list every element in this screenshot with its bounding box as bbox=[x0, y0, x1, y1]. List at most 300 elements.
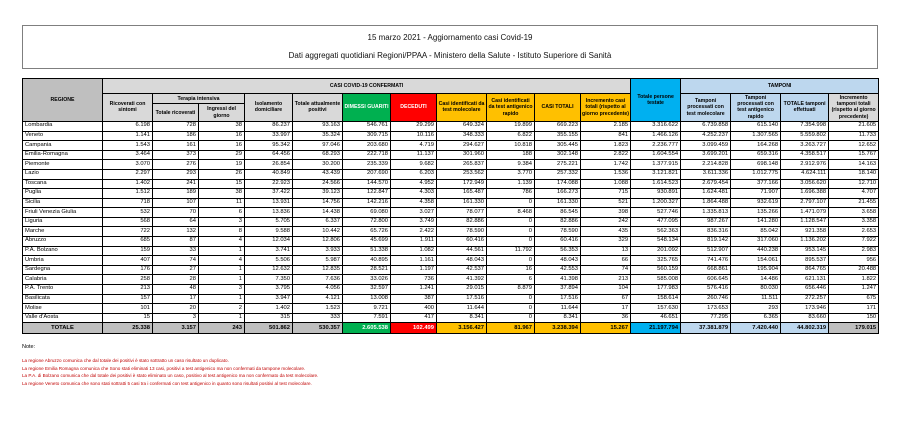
value-cell: 83.660 bbox=[781, 313, 829, 323]
value-cell: 21.197.794 bbox=[631, 323, 681, 334]
value-cell: 6 bbox=[199, 208, 245, 218]
value-cell: 72.800 bbox=[343, 217, 391, 227]
col-header-casi-molecolare: Casi identificati da test molecolare bbox=[437, 94, 487, 122]
value-cell: 4.707 bbox=[829, 189, 879, 199]
value-cell: 258 bbox=[103, 275, 153, 285]
col-header-deceduti: DECEDUTI bbox=[391, 94, 437, 122]
region-name-cell: Puglia bbox=[23, 189, 103, 199]
value-cell: 6.337 bbox=[293, 217, 343, 227]
value-cell: 2.214.828 bbox=[681, 160, 731, 170]
value-cell: 0 bbox=[487, 294, 535, 304]
value-cell: 1 bbox=[199, 246, 245, 256]
value-cell: 161.330 bbox=[535, 198, 581, 208]
value-cell: 12.632 bbox=[245, 265, 293, 275]
value-cell: 2.822 bbox=[581, 150, 631, 160]
value-cell: 44.561 bbox=[437, 246, 487, 256]
col-header-casi-antigenico: Casi identificati da test antigenico rapido bbox=[487, 94, 535, 122]
value-cell: 741.476 bbox=[681, 256, 731, 266]
value-cell: 20.488 bbox=[829, 265, 879, 275]
value-cell: 317.060 bbox=[731, 237, 781, 247]
value-cell: 8.468 bbox=[487, 208, 535, 218]
value-cell: 186 bbox=[153, 131, 199, 141]
value-cell: 64 bbox=[153, 217, 199, 227]
value-cell: 1.377.915 bbox=[631, 160, 681, 170]
col-header-isolamento: Isolamento domiciliare bbox=[245, 94, 293, 122]
value-cell: 4.358 bbox=[391, 198, 437, 208]
value-cell: 15 bbox=[199, 179, 245, 189]
value-cell: 101 bbox=[103, 304, 153, 314]
region-name-cell: Basilicata bbox=[23, 294, 103, 304]
table-row bbox=[23, 169, 879, 179]
col-header-incremento-tamponi: Incremento tamponi totali (rispetto al giorno precedente) bbox=[829, 94, 879, 122]
value-cell: 81.967 bbox=[487, 323, 535, 334]
value-cell: 102.499 bbox=[391, 323, 437, 334]
value-cell: 3.027 bbox=[391, 208, 437, 218]
value-cell: 3.741 bbox=[245, 246, 293, 256]
value-cell: 12.652 bbox=[829, 141, 879, 151]
value-cell: 1.822 bbox=[829, 275, 879, 285]
value-cell: 3.070 bbox=[103, 160, 153, 170]
table-row bbox=[23, 189, 879, 199]
value-cell: 3.464 bbox=[103, 150, 153, 160]
value-cell: 48.043 bbox=[437, 256, 487, 266]
value-cell: 68.293 bbox=[293, 150, 343, 160]
value-cell: 38 bbox=[199, 189, 245, 199]
value-cell: 69.080 bbox=[343, 208, 391, 218]
value-cell: 841 bbox=[581, 131, 631, 141]
value-cell: 29 bbox=[199, 150, 245, 160]
value-cell: 9.682 bbox=[391, 160, 437, 170]
value-cell: 1.136.202 bbox=[781, 237, 829, 247]
value-cell: 154.061 bbox=[731, 256, 781, 266]
value-cell: 1.082 bbox=[391, 246, 437, 256]
value-cell: 348.333 bbox=[437, 131, 487, 141]
value-cell: 606.645 bbox=[681, 275, 731, 285]
table-header bbox=[23, 79, 879, 122]
value-cell: 37.422 bbox=[245, 189, 293, 199]
value-cell: 87 bbox=[153, 237, 199, 247]
value-cell: 3.121.821 bbox=[631, 169, 681, 179]
value-cell: 3.156.427 bbox=[437, 323, 487, 334]
value-cell: 14.438 bbox=[293, 208, 343, 218]
region-name-cell: Lazio bbox=[23, 169, 103, 179]
value-cell: 19.899 bbox=[487, 121, 535, 131]
value-cell: 1.864.488 bbox=[681, 198, 731, 208]
value-cell: 60.416 bbox=[535, 237, 581, 247]
value-cell: 18.140 bbox=[829, 169, 879, 179]
value-cell: 179.015 bbox=[829, 323, 879, 334]
value-cell: 157 bbox=[103, 294, 153, 304]
value-cell: 895.537 bbox=[781, 256, 829, 266]
value-cell: 132 bbox=[153, 227, 199, 237]
value-cell: 1 bbox=[199, 294, 245, 304]
value-cell: 373 bbox=[153, 150, 199, 160]
col-header-ricoverati: Ricoverati con sintomi bbox=[103, 94, 153, 122]
value-cell: 1.241 bbox=[391, 285, 437, 295]
value-cell: 6 bbox=[487, 275, 535, 285]
value-cell: 157.630 bbox=[631, 304, 681, 314]
value-cell: 656.446 bbox=[781, 285, 829, 295]
value-cell: 1.742 bbox=[581, 160, 631, 170]
value-cell: 41.392 bbox=[437, 275, 487, 285]
value-cell: 1.088 bbox=[581, 179, 631, 189]
value-cell: 25.338 bbox=[103, 323, 153, 334]
value-cell: 15.267 bbox=[581, 323, 631, 334]
notes-section bbox=[22, 344, 862, 387]
table-row bbox=[23, 313, 879, 323]
value-cell: 4.358.517 bbox=[781, 150, 829, 160]
value-cell: 67 bbox=[581, 294, 631, 304]
value-cell: 1.523 bbox=[293, 304, 343, 314]
value-cell: 11.644 bbox=[535, 304, 581, 314]
value-cell: 11.137 bbox=[391, 150, 437, 160]
value-cell: 172.949 bbox=[437, 179, 487, 189]
value-cell: 6.739.858 bbox=[681, 121, 731, 131]
value-cell: 144.570 bbox=[343, 179, 391, 189]
region-name-cell: Umbria bbox=[23, 256, 103, 266]
value-cell: 1.512 bbox=[103, 189, 153, 199]
value-cell: 2.236.777 bbox=[631, 141, 681, 151]
value-cell: 1 bbox=[199, 265, 245, 275]
value-cell: 4.303 bbox=[391, 189, 437, 199]
value-cell: 615.140 bbox=[731, 121, 781, 131]
value-cell: 1.543 bbox=[103, 141, 153, 151]
value-cell: 13.836 bbox=[245, 208, 293, 218]
value-cell: 0 bbox=[487, 237, 535, 247]
value-cell: 40.849 bbox=[245, 169, 293, 179]
table-row bbox=[23, 294, 879, 304]
value-cell: 82.886 bbox=[535, 217, 581, 227]
value-cell: 135.266 bbox=[731, 208, 781, 218]
value-cell: 819.142 bbox=[681, 237, 731, 247]
table-row bbox=[23, 131, 879, 141]
value-cell: 201.092 bbox=[631, 246, 681, 256]
value-cell: 235.339 bbox=[343, 160, 391, 170]
value-cell: 30.200 bbox=[293, 160, 343, 170]
value-cell: 48.043 bbox=[535, 256, 581, 266]
value-cell: 275.221 bbox=[535, 160, 581, 170]
value-cell: 0 bbox=[487, 227, 535, 237]
value-cell: 42.553 bbox=[535, 265, 581, 275]
value-cell: 32.597 bbox=[343, 285, 391, 295]
col-header-dimessi-guariti: DIMESSI GUARITI bbox=[343, 94, 391, 122]
value-cell: 188 bbox=[487, 150, 535, 160]
value-cell: 78.590 bbox=[437, 227, 487, 237]
value-cell: 293 bbox=[731, 304, 781, 314]
band-tamponi: TAMPONI bbox=[681, 79, 879, 94]
value-cell: 3 bbox=[153, 313, 199, 323]
value-cell: 66 bbox=[581, 256, 631, 266]
region-name-cell: P.A. Bolzano bbox=[23, 246, 103, 256]
region-name-cell: Emilia-Romagna bbox=[23, 150, 103, 160]
value-cell: 953.145 bbox=[781, 246, 829, 256]
value-cell: 864.765 bbox=[781, 265, 829, 275]
value-cell: 78.590 bbox=[535, 227, 581, 237]
value-cell: 43.439 bbox=[293, 169, 343, 179]
value-cell: 956 bbox=[829, 256, 879, 266]
value-cell: 527.746 bbox=[631, 208, 681, 218]
region-name-cell: Veneto bbox=[23, 131, 103, 141]
value-cell: 293 bbox=[153, 169, 199, 179]
value-cell: 4.719 bbox=[391, 141, 437, 151]
value-cell: 9.384 bbox=[487, 160, 535, 170]
value-cell: 387 bbox=[391, 294, 437, 304]
value-cell: 165.487 bbox=[437, 189, 487, 199]
report-subtitle: Dati aggregati quotidiani Regioni/PPAA - Ministero della Salute - Istituto Superiore di Sanità bbox=[288, 51, 612, 60]
value-cell: 5.987 bbox=[293, 256, 343, 266]
value-cell: 11.792 bbox=[487, 246, 535, 256]
value-cell: 11.733 bbox=[829, 131, 879, 141]
value-cell: 7.591 bbox=[343, 313, 391, 323]
value-cell: 95.342 bbox=[245, 141, 293, 151]
table-row bbox=[23, 285, 879, 295]
value-cell: 42.537 bbox=[437, 265, 487, 275]
table-row bbox=[23, 304, 879, 314]
value-cell: 122.847 bbox=[343, 189, 391, 199]
col-header-ti-totale: Totale ricoverati bbox=[153, 104, 199, 122]
value-cell: 74 bbox=[581, 265, 631, 275]
col-header-regione: REGIONE bbox=[23, 79, 103, 122]
value-cell: 7.636 bbox=[293, 275, 343, 285]
value-cell: 3.699.201 bbox=[681, 150, 731, 160]
value-cell: 41.398 bbox=[535, 275, 581, 285]
value-cell: 0 bbox=[487, 198, 535, 208]
col-header-attualmente-positivi: Totale attualmente positivi bbox=[293, 94, 343, 122]
value-cell: 7.350 bbox=[245, 275, 293, 285]
value-cell: 29.299 bbox=[391, 121, 437, 131]
value-cell: 15.767 bbox=[829, 150, 879, 160]
value-cell: 562.363 bbox=[631, 227, 681, 237]
value-cell: 189 bbox=[153, 189, 199, 199]
value-cell: 698.148 bbox=[731, 160, 781, 170]
value-cell: 301.960 bbox=[437, 150, 487, 160]
value-cell: 1.614.523 bbox=[631, 179, 681, 189]
value-cell: 3 bbox=[199, 285, 245, 295]
value-cell: 8.341 bbox=[437, 313, 487, 323]
band-terapia-intensiva: Terapia intensiva bbox=[153, 94, 245, 104]
value-cell: 272.257 bbox=[781, 294, 829, 304]
value-cell: 21.605 bbox=[829, 121, 879, 131]
note-line: La P.A. di Bolzano comunica che dal totale dei positivi è stato eliminato un caso, positivo al test antigenico ma non confermato da test molecolare. bbox=[22, 373, 319, 379]
value-cell: 142.216 bbox=[343, 198, 391, 208]
region-name-cell: Calabria bbox=[23, 275, 103, 285]
region-name-cell: P.A. Trento bbox=[23, 285, 103, 295]
table-row bbox=[23, 217, 879, 227]
value-cell: 1.161 bbox=[391, 256, 437, 266]
value-cell: 0 bbox=[487, 313, 535, 323]
value-cell: 2.605.538 bbox=[343, 323, 391, 334]
value-cell: 2 bbox=[199, 304, 245, 314]
value-cell: 213 bbox=[581, 275, 631, 285]
value-cell: 302.148 bbox=[535, 150, 581, 160]
value-cell: 85.042 bbox=[731, 227, 781, 237]
value-cell: 260.746 bbox=[681, 294, 731, 304]
region-name-cell: Abruzzo bbox=[23, 237, 103, 247]
value-cell: 669.223 bbox=[535, 121, 581, 131]
value-cell: 400 bbox=[391, 304, 437, 314]
value-cell: 4.121 bbox=[293, 294, 343, 304]
value-cell: 3.749 bbox=[391, 217, 437, 227]
value-cell: 243 bbox=[199, 323, 245, 334]
value-cell: 159 bbox=[103, 246, 153, 256]
value-cell: 70 bbox=[153, 208, 199, 218]
value-cell: 2.797.107 bbox=[781, 198, 829, 208]
value-cell: 560.159 bbox=[631, 265, 681, 275]
value-cell: 3.358 bbox=[829, 217, 879, 227]
value-cell: 6.198 bbox=[103, 121, 153, 131]
value-cell: 1.911 bbox=[391, 237, 437, 247]
value-cell: 33 bbox=[153, 246, 199, 256]
value-cell: 6.203 bbox=[391, 169, 437, 179]
value-cell: 10.818 bbox=[487, 141, 535, 151]
value-cell: 14.756 bbox=[293, 198, 343, 208]
value-cell: 668.861 bbox=[681, 265, 731, 275]
value-cell: 17 bbox=[581, 304, 631, 314]
value-cell: 37.894 bbox=[535, 285, 581, 295]
value-cell: 5.559.802 bbox=[781, 131, 829, 141]
value-cell: 5.506 bbox=[245, 256, 293, 266]
table-row bbox=[23, 256, 879, 266]
value-cell: 305.445 bbox=[535, 141, 581, 151]
value-cell: 4 bbox=[199, 256, 245, 266]
value-cell: 1.012.775 bbox=[731, 169, 781, 179]
value-cell: 1.307.565 bbox=[731, 131, 781, 141]
value-cell: 3.238.394 bbox=[535, 323, 581, 334]
value-cell: 276 bbox=[153, 160, 199, 170]
value-cell: 355.155 bbox=[535, 131, 581, 141]
value-cell: 60.416 bbox=[437, 237, 487, 247]
value-cell: 14.163 bbox=[829, 160, 879, 170]
value-cell: 407 bbox=[103, 256, 153, 266]
col-header-ti-ingressi: Ingressi del giorno bbox=[199, 104, 245, 122]
value-cell: 576.416 bbox=[681, 285, 731, 295]
value-cell: 12.034 bbox=[245, 237, 293, 247]
value-cell: 649.324 bbox=[437, 121, 487, 131]
value-cell: 621.131 bbox=[781, 275, 829, 285]
value-cell: 3.795 bbox=[245, 285, 293, 295]
table-row bbox=[23, 275, 879, 285]
value-cell: 675 bbox=[829, 294, 879, 304]
value-cell: 3 bbox=[199, 217, 245, 227]
value-cell: 6.822 bbox=[487, 131, 535, 141]
value-cell: 33.026 bbox=[343, 275, 391, 285]
value-cell: 22.923 bbox=[245, 179, 293, 189]
value-cell: 786 bbox=[487, 189, 535, 199]
value-cell: 80.030 bbox=[731, 285, 781, 295]
value-cell: 1.197 bbox=[391, 265, 437, 275]
value-cell: 104 bbox=[581, 285, 631, 295]
value-cell: 38 bbox=[199, 121, 245, 131]
value-cell: 64.456 bbox=[245, 150, 293, 160]
value-cell: 568 bbox=[103, 217, 153, 227]
value-cell: 2.912.976 bbox=[781, 160, 829, 170]
region-name-cell: Valle d'Aosta bbox=[23, 313, 103, 323]
report-header-box bbox=[22, 25, 878, 69]
value-cell: 19 bbox=[199, 160, 245, 170]
value-cell: 17.516 bbox=[437, 294, 487, 304]
value-cell: 241 bbox=[153, 179, 199, 189]
col-header-totale-tamponi: TOTALE tamponi effettuati bbox=[781, 94, 829, 122]
value-cell: 932.619 bbox=[731, 198, 781, 208]
value-cell: 78.077 bbox=[437, 208, 487, 218]
value-cell: 27 bbox=[153, 265, 199, 275]
value-cell: 1.139 bbox=[487, 179, 535, 189]
value-cell: 3.316.622 bbox=[631, 121, 681, 131]
col-header-casi-totali: CASI TOTALI bbox=[535, 94, 581, 122]
value-cell: 40.895 bbox=[343, 256, 391, 266]
value-cell: 150 bbox=[829, 313, 879, 323]
table-row bbox=[23, 227, 879, 237]
table-row bbox=[23, 141, 879, 151]
value-cell: 13 bbox=[581, 246, 631, 256]
value-cell: 1.247 bbox=[829, 285, 879, 295]
value-cell: 3.157 bbox=[153, 323, 199, 334]
value-cell: 7.354.998 bbox=[781, 121, 829, 131]
value-cell: 435 bbox=[581, 227, 631, 237]
value-cell: 585.008 bbox=[631, 275, 681, 285]
value-cell: 659.316 bbox=[731, 150, 781, 160]
value-cell: 39.123 bbox=[293, 189, 343, 199]
value-cell: 1 bbox=[199, 275, 245, 285]
value-cell: 2.653 bbox=[829, 227, 879, 237]
value-cell: 82.886 bbox=[437, 217, 487, 227]
value-cell: 715 bbox=[581, 189, 631, 199]
value-cell: 51.338 bbox=[343, 246, 391, 256]
region-name-cell: Lombardia bbox=[23, 121, 103, 131]
table-row bbox=[23, 121, 879, 131]
value-cell: 17.516 bbox=[535, 294, 581, 304]
value-cell: 501.862 bbox=[245, 323, 293, 334]
value-cell: 3.056.620 bbox=[781, 179, 829, 189]
value-cell: 325.765 bbox=[631, 256, 681, 266]
value-cell: 728 bbox=[153, 121, 199, 131]
value-cell: 1.402 bbox=[245, 304, 293, 314]
value-cell: 161.330 bbox=[437, 198, 487, 208]
region-name-cell: Marche bbox=[23, 227, 103, 237]
value-cell: 10.116 bbox=[391, 131, 437, 141]
value-cell: 530.357 bbox=[293, 323, 343, 334]
value-cell: 417 bbox=[391, 313, 437, 323]
value-cell: 257.332 bbox=[535, 169, 581, 179]
value-cell: 48 bbox=[153, 285, 199, 295]
value-cell: 8.341 bbox=[535, 313, 581, 323]
value-cell: 1.471.079 bbox=[781, 208, 829, 218]
region-name-cell: Molise bbox=[23, 304, 103, 314]
table-row bbox=[23, 265, 879, 275]
value-cell: 171 bbox=[829, 304, 879, 314]
value-cell: 987.267 bbox=[681, 217, 731, 227]
region-name-cell: Toscana bbox=[23, 179, 103, 189]
value-cell: 329 bbox=[581, 237, 631, 247]
value-cell: 164.268 bbox=[731, 141, 781, 151]
region-name-cell: Sardegna bbox=[23, 265, 103, 275]
value-cell: 1.823 bbox=[581, 141, 631, 151]
value-cell: 1.128.547 bbox=[781, 217, 829, 227]
value-cell: 718 bbox=[103, 198, 153, 208]
value-cell: 71.907 bbox=[731, 189, 781, 199]
value-cell: 26 bbox=[199, 169, 245, 179]
value-cell: 213 bbox=[103, 285, 153, 295]
value-cell: 16 bbox=[199, 141, 245, 151]
value-cell: 107 bbox=[153, 198, 199, 208]
value-cell: 17 bbox=[153, 294, 199, 304]
value-cell: 0 bbox=[487, 256, 535, 266]
value-cell: 28 bbox=[153, 275, 199, 285]
value-cell: 722 bbox=[103, 227, 153, 237]
value-cell: 1.604.554 bbox=[631, 150, 681, 160]
region-name-cell: Sicilia bbox=[23, 198, 103, 208]
value-cell: 532 bbox=[103, 208, 153, 218]
